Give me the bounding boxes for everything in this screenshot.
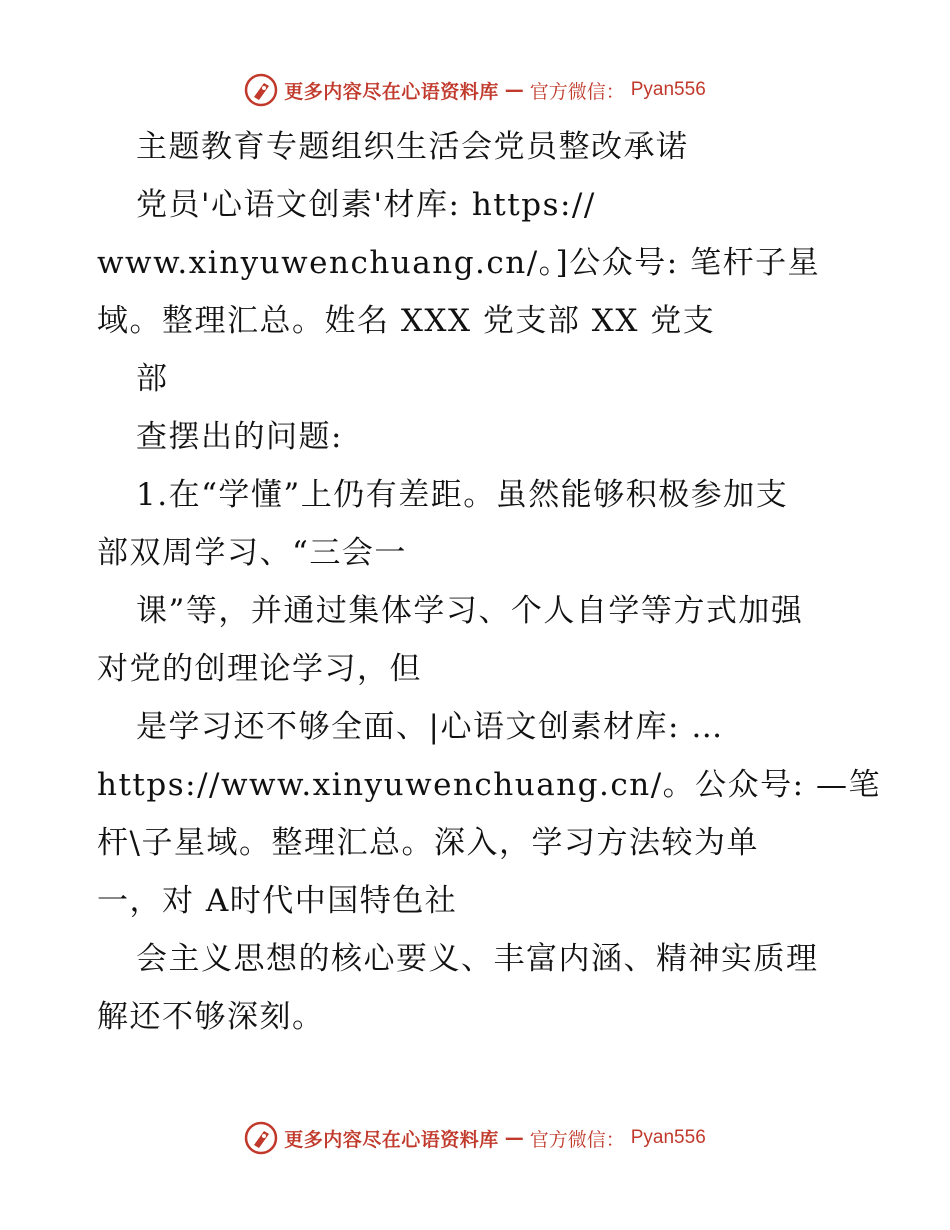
section-heading: 查摆出的问题: bbox=[136, 419, 343, 455]
text-line: 部 bbox=[136, 361, 169, 397]
text-line: 党员'心语文创素'材库: https:// bbox=[136, 187, 596, 223]
document-title: 主题教育专题组织生活会党员整改承诺 bbox=[136, 129, 689, 165]
footer-separator: — bbox=[504, 1127, 524, 1149]
text-line: www.xinyuwenchuang.cn/。]公众号: 笔杆子星 bbox=[97, 245, 821, 281]
footer-wechat-id: Pyan556 bbox=[630, 1127, 706, 1148]
text-line: 会主义思想的核心要义、丰富内涵、精神实质理 bbox=[136, 941, 819, 977]
header-wechat-id: Pyan556 bbox=[630, 79, 706, 100]
header-wechat-label: 官方微信： bbox=[529, 80, 625, 103]
header-separator: — bbox=[504, 79, 524, 101]
footer-wechat-label: 官方微信： bbox=[529, 1128, 625, 1151]
header-brand-text: 更多内容尽在心语资料库 bbox=[284, 80, 499, 103]
text-line: 对党的创理论学习，但 bbox=[97, 651, 422, 687]
text-line: 部双周学习、“三会一 bbox=[97, 535, 407, 571]
pen-nib-logo-icon bbox=[244, 1121, 278, 1155]
footer-watermark bbox=[0, 1118, 950, 1158]
text-line: 课”等，并通过集体学习、个人自学等方式加强 bbox=[136, 593, 804, 629]
footer-brand-text: 更多内容尽在心语资料库 bbox=[284, 1128, 499, 1151]
text-line: 域。整理汇总。姓名 XXX 党支部 XX 党支 bbox=[97, 303, 716, 339]
text-line: 解还不够深刻。 bbox=[97, 999, 325, 1035]
document-body bbox=[97, 118, 881, 1046]
pen-nib-logo-icon bbox=[244, 73, 278, 107]
text-line: https://www.xinyuwenchuang.cn/。公众号: —笔 bbox=[97, 767, 881, 803]
text-line: 杆\子星域。整理汇总。深入，学习方法较为单 bbox=[97, 825, 759, 861]
header-watermark bbox=[0, 70, 950, 110]
text-line: 是学习还不够全面、|心语文创素材库: … bbox=[136, 709, 724, 745]
text-line: 1.在“学懂”上仍有差距。虽然能够积极参加支 bbox=[136, 477, 789, 513]
text-line: 一，对 A时代中国特色社 bbox=[97, 883, 458, 919]
